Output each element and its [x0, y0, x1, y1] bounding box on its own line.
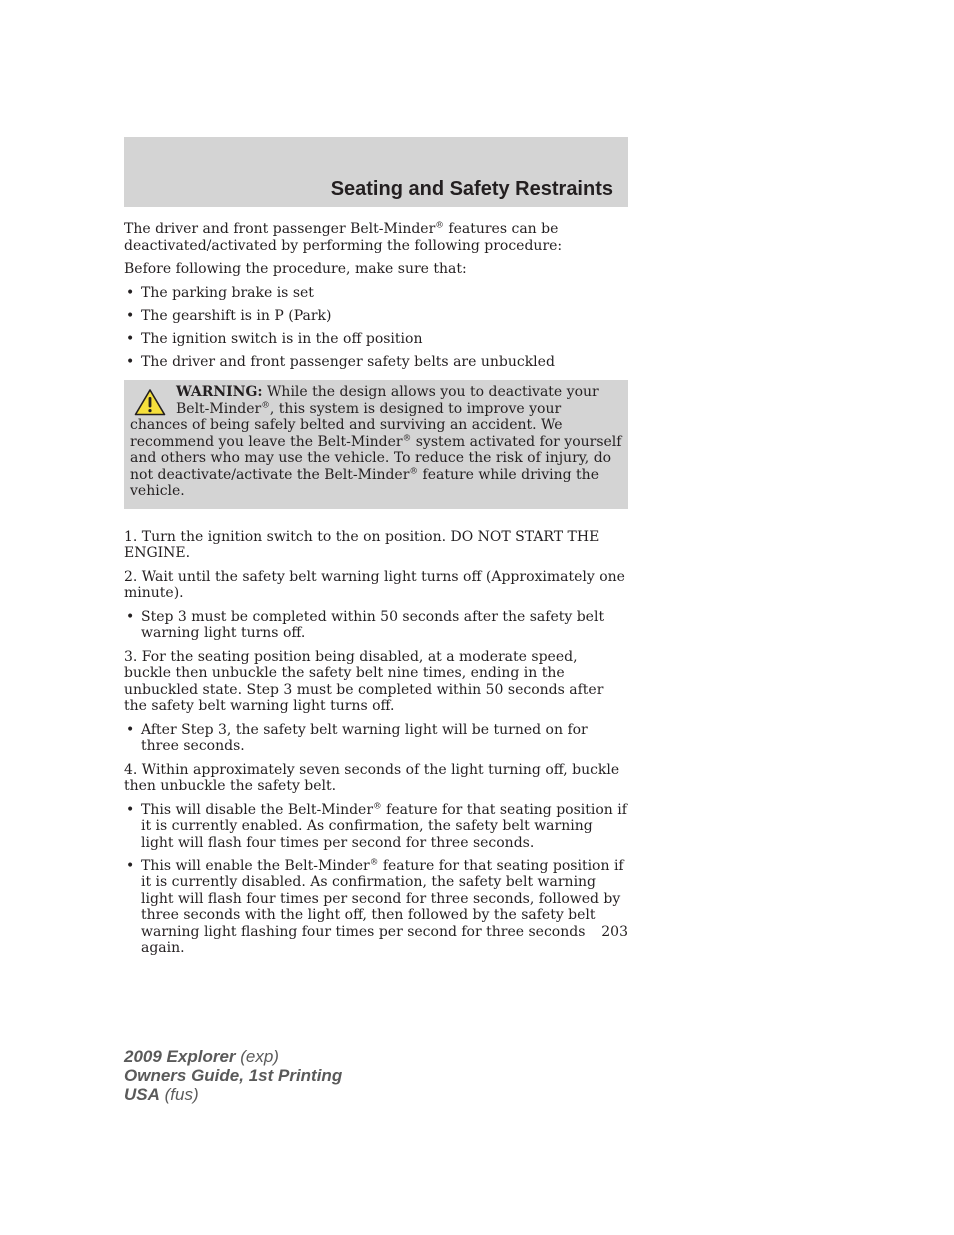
- list-item: • After Step 3, the safety belt warning light will be turned on for three seconds.: [126, 721, 588, 754]
- bullet-icon: •: [126, 857, 135, 874]
- list-item: • This will disable the Belt-Minder® feature for that seating position if it is currently enabled. As confirmation, the safety belt warning light will flash four times per second for three seconds.: [126, 800, 627, 851]
- bullet-icon: •: [126, 353, 135, 370]
- intro-paragraph: The driver and front passenger Belt-Minder® features can be deactivated/activated by performing the following procedure:: [124, 220, 563, 254]
- page-content: [124, 221, 628, 964]
- step-3-notes: [124, 722, 628, 755]
- list-item: • The gearshift is in P (Park): [126, 307, 332, 324]
- precondition-paragraph: Before following the procedure, make sure that:: [124, 261, 467, 277]
- footer-edition-info: [124, 1047, 342, 1104]
- step-4-notes: [124, 802, 628, 957]
- list-item: • The driver and front passenger safety belts are unbuckled: [126, 353, 555, 370]
- warning-label: WARNING:: [176, 384, 263, 400]
- condition-list: [124, 285, 628, 371]
- footer-line-model: 2009 Explorer (exp): [124, 1047, 279, 1066]
- section-header-band: [124, 137, 628, 207]
- warning-text: WARNING: While the design allows you to deactivate your Belt-Minder®, this system is designed to improve your chances of being safely belted and surviving an accident. We recommend you leave the Belt-Minder® system activated for yourself and others who may use the vehicle. To reduce the risk of injury, do not deactivate/activate the Belt-Minder® feature while driving the vehicle.: [130, 384, 622, 499]
- warning-box: [124, 380, 628, 509]
- warning-triangle-icon: [134, 388, 166, 416]
- step-3: 3. For the seating position being disabled, at a moderate speed, buckle then unbuckle the safety belt nine times, ending in the unbuckled state. Step 3 must be completed within 50 seconds after the safety belt warning light turns off.: [124, 648, 604, 714]
- list-item: • The parking brake is set: [126, 284, 314, 301]
- step-1: 1. Turn the ignition switch to the on position. DO NOT START THE ENGINE.: [124, 528, 600, 561]
- bullet-icon: •: [126, 307, 135, 324]
- footer-line-guide: Owners Guide, 1st Printing: [124, 1066, 343, 1085]
- registered-mark: ®: [369, 856, 379, 867]
- bullet-icon: •: [126, 721, 135, 738]
- registered-mark: ®: [409, 465, 419, 476]
- step-4: 4. Within approximately seven seconds of the light turning off, buckle then unbuckle the safety belt.: [124, 761, 620, 794]
- list-item: • The ignition switch is in the off position: [126, 330, 423, 347]
- step-2: 2. Wait until the safety belt warning light turns off (Approximately one minute).: [124, 568, 625, 601]
- registered-mark: ®: [435, 220, 444, 231]
- bullet-icon: •: [126, 284, 135, 301]
- section-title: Seating and Safety Restraints: [330, 178, 613, 200]
- registered-mark: ®: [402, 432, 412, 443]
- bullet-icon: •: [126, 801, 135, 818]
- page-number: 203: [601, 924, 628, 940]
- list-item: • This will enable the Belt-Minder® feature for that seating position if it is currently disabled. As confirmation, the safety belt warning light will flash four times per second for three seconds, followed by three seconds with the light off, then followed by the safety belt warning light flashing four times per second for three seconds again.: [126, 856, 624, 956]
- list-item: • Step 3 must be completed within 50 seconds after the safety belt warning light turns off.: [126, 608, 605, 641]
- bullet-icon: •: [126, 330, 135, 347]
- bullet-icon: •: [126, 608, 135, 625]
- footer-line-market: USA (fus): [124, 1085, 199, 1104]
- registered-mark: ®: [373, 800, 382, 811]
- registered-mark: ®: [261, 399, 270, 410]
- step-2-notes: [124, 609, 628, 642]
